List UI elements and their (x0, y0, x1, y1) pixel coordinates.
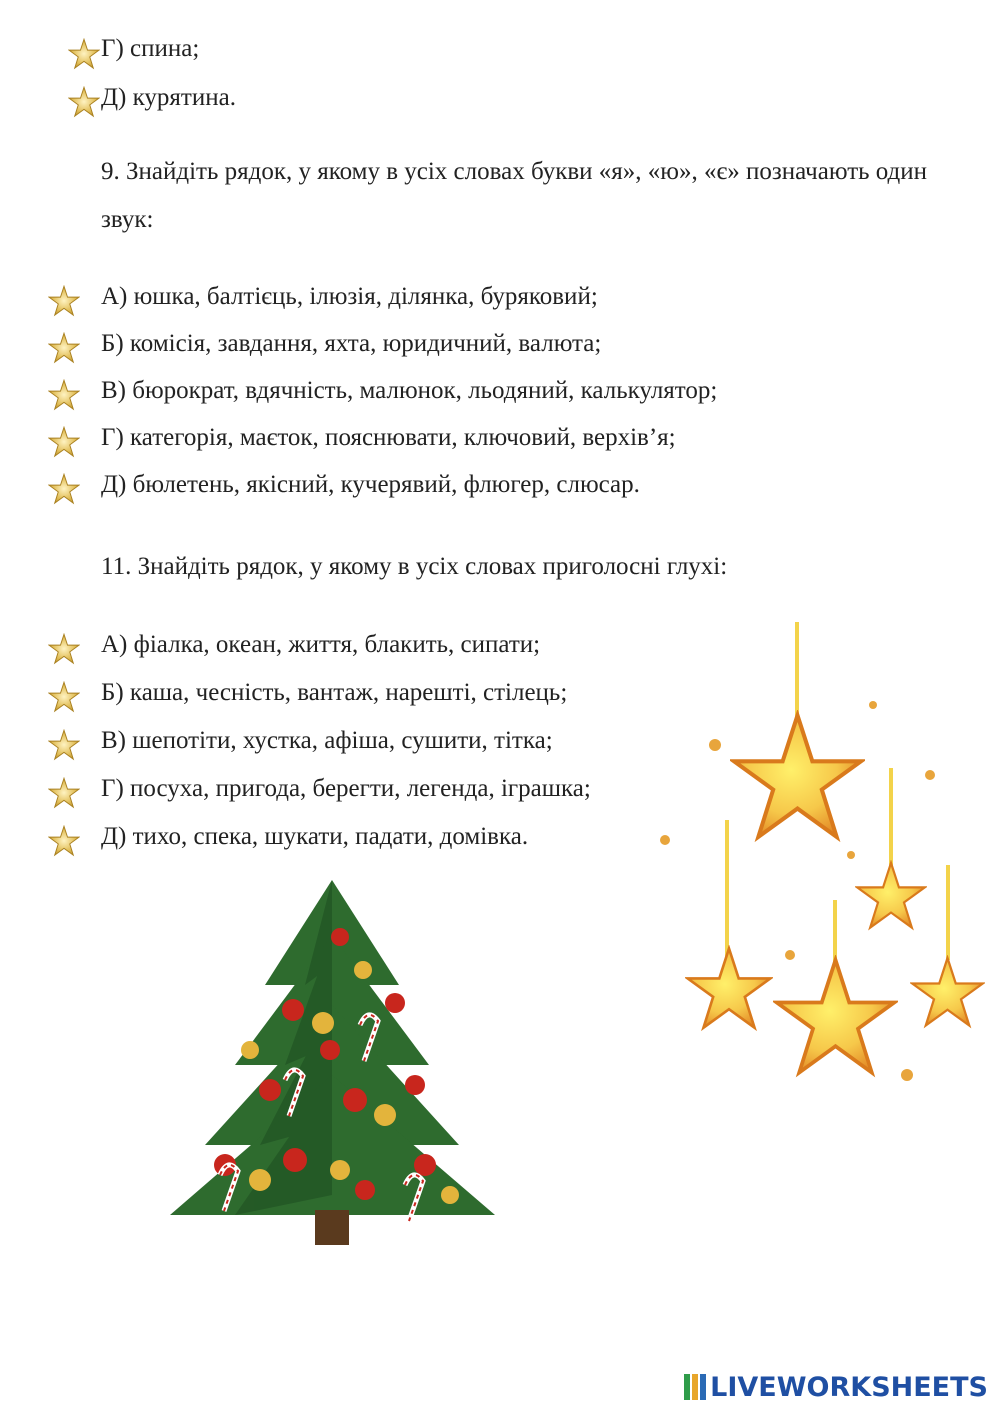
question-11-option-0: А) фіалка, океан, життя, блакить, сипати; (101, 631, 541, 658)
question-9-option-3: Г) категорія, маєток, пояснювати, ключовий, верхів’я; (101, 424, 676, 451)
question-11-title: 11. Знайдіть рядок, у якому в усіх словах приголосні глухі: (101, 553, 728, 580)
gold-star-icon (48, 285, 80, 317)
gold-star-icon (48, 681, 80, 713)
question-11-option-1: Б) каша, чесність, вантаж, нарешті, стілець; (101, 679, 568, 706)
gold-star-icon (68, 86, 100, 118)
question-9-option-0: А) юшка, балтієць, ілюзія, ділянка, буряковий; (101, 283, 598, 310)
gold-star-icon (48, 777, 80, 809)
gold-star-icon (48, 825, 80, 857)
gold-star-icon (48, 473, 80, 505)
question-9-line2: звук: (101, 206, 154, 233)
question-9-line1: 9. Знайдіть рядок, у якому в усіх словах букви «я», «ю», «є» позначають один (101, 158, 928, 185)
question-11-option-4: Д) тихо, спека, шукати, падати, домівка. (101, 823, 529, 850)
option-g-top: Г) спина; (101, 35, 200, 62)
question-9-option-1: Б) комісія, завдання, яхта, юридичний, валюта; (101, 330, 602, 357)
question-11-option-2: В) шепотіти, хустка, афіша, сушити, тітка; (101, 727, 553, 754)
christmas-tree-icon (165, 875, 500, 1255)
logo-icon (684, 1374, 706, 1400)
question-9-option-4: Д) бюлетень, якісний, кучерявий, флюгер, слюсар. (101, 471, 640, 498)
gold-star-icon (68, 38, 100, 70)
gold-star-icon (48, 426, 80, 458)
liveworksheets-logo (684, 1370, 988, 1404)
option-d-top: Д) курятина. (101, 84, 236, 111)
hanging-stars-icon (655, 620, 990, 1090)
gold-star-icon (48, 729, 80, 761)
question-11-option-3: Г) посуха, пригода, берегти, легенда, іграшка; (101, 775, 591, 802)
gold-star-icon (48, 379, 80, 411)
gold-star-icon (48, 332, 80, 364)
logo-text: LIVEWORKSHEETS (710, 1371, 988, 1403)
question-9-option-2: В) бюрократ, вдячність, малюнок, льодяний, калькулятор; (101, 377, 718, 404)
gold-star-icon (48, 633, 80, 665)
